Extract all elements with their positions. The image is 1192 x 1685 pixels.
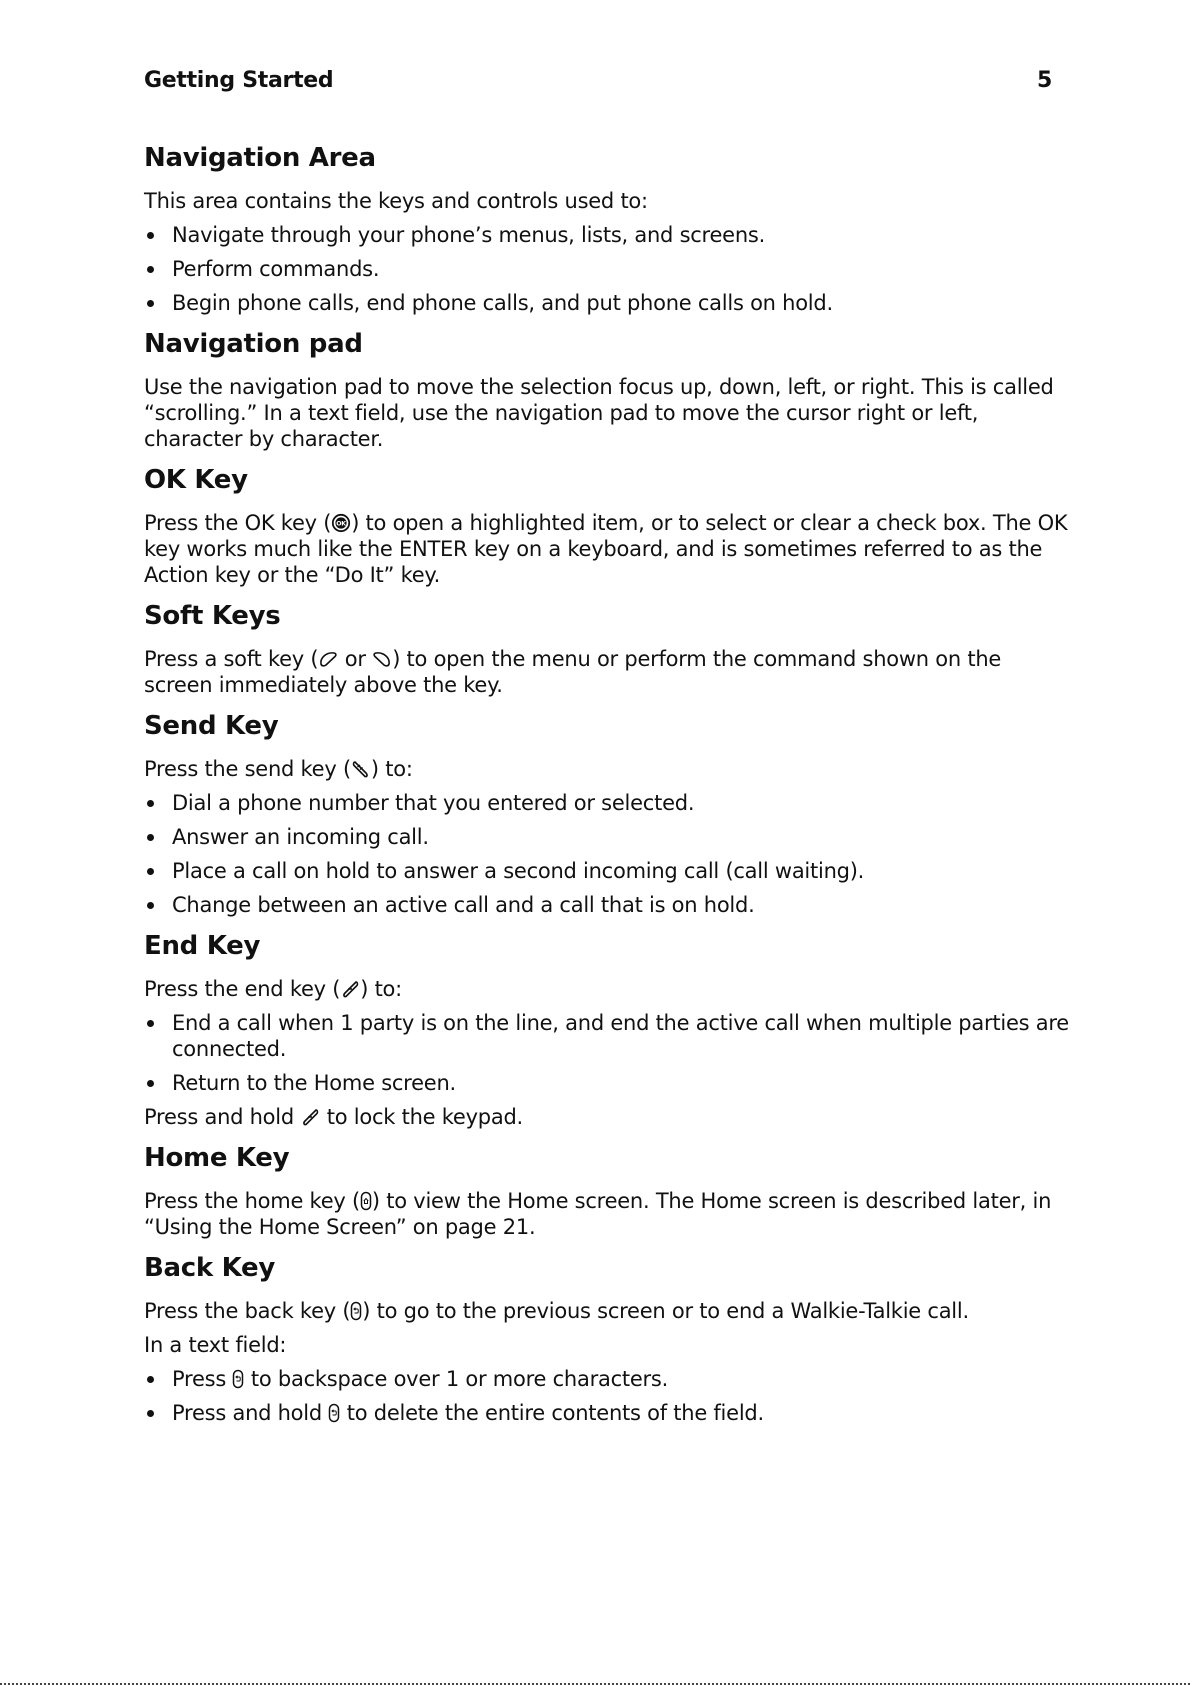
back-key-icon: [232, 1369, 244, 1389]
text-run: Press the send key (: [144, 757, 351, 781]
text-run: to backspace over 1 or more characters.: [244, 1367, 669, 1391]
section-navigation-pad: [144, 326, 1074, 452]
list-item: Return to the Home screen.: [144, 1070, 1074, 1096]
chapter-title: Getting Started: [144, 68, 334, 93]
bullet-list: [144, 1366, 1074, 1426]
list-item: Navigate through your phone’s menus, lists, and screens.: [144, 222, 1074, 248]
list-item: [144, 1400, 1074, 1426]
right-soft-key-icon: [372, 649, 392, 669]
list-item: Begin phone calls, end phone calls, and put phone calls on hold.: [144, 290, 1074, 316]
section-body: [144, 646, 1074, 698]
section-title: Home Key: [144, 1143, 290, 1173]
ok-key-icon: [331, 513, 351, 533]
bullet-list: [144, 790, 1074, 918]
section-back-key: [144, 1250, 1074, 1426]
text-field-intro: In a text field:: [144, 1333, 287, 1357]
section-intro: [144, 756, 1074, 782]
text-run: ) to:: [360, 977, 402, 1001]
section-body: Use the navigation pad to move the selection focus up, down, left, or right. This is called “scrolling.” In a text field, use the navigation pad to move the cursor right or left, character by character.: [144, 375, 1054, 451]
section-intro: This area contains the keys and controls used to:: [144, 189, 648, 213]
text-run: Press and hold: [172, 1401, 329, 1425]
section-title: OK Key: [144, 465, 248, 495]
text-run: Press the OK key (: [144, 511, 332, 535]
section-title: Soft Keys: [144, 601, 281, 631]
section-title: Navigation pad: [144, 329, 363, 359]
section-title: Send Key: [144, 711, 279, 741]
running-header: [144, 68, 1052, 98]
text-run: Press the back key (: [144, 1299, 351, 1323]
text-run: Press and hold: [144, 1105, 301, 1129]
end-key-icon: [340, 979, 360, 999]
section-title: Navigation Area: [144, 143, 376, 173]
page-number: 5: [1036, 68, 1052, 93]
text-run: ) to open the menu or perform the command shown on the screen immediately above the key.: [144, 647, 1002, 697]
list-item: [144, 1366, 1074, 1392]
bullet-list: [144, 1010, 1074, 1096]
page-body: [144, 140, 1074, 1436]
text-run: ) to view the Home screen. The Home screen is described later, in “Using the Home Screen” on page 21.: [144, 1189, 1052, 1239]
section-ok-key: [144, 462, 1074, 588]
text-run: ) to open a highlighted item, or to select or clear a check box. The OK key works much like the ENTER key on a keyboard, and is sometimes referred to as the Action key or the “Do It” key.: [144, 511, 1068, 587]
bullet-list: [144, 222, 1074, 316]
section-navigation-area: [144, 140, 1074, 316]
send-key-icon: [351, 759, 371, 779]
list-item: Change between an active call and a call that is on hold.: [144, 892, 1074, 918]
section-soft-keys: [144, 598, 1074, 698]
list-item: Dial a phone number that you entered or selected.: [144, 790, 1074, 816]
svg-text:OK: OK: [336, 520, 346, 528]
end-key-icon: [300, 1107, 320, 1127]
section-send-key: [144, 708, 1074, 918]
text-run: to delete the entire contents of the field.: [340, 1401, 764, 1425]
list-item: Answer an incoming call.: [144, 824, 1074, 850]
text-run: or: [338, 647, 373, 671]
list-item: End a call when 1 party is on the line, and end the active call when multiple parties are connected.: [144, 1010, 1074, 1062]
section-body: [144, 510, 1074, 588]
section-body: [144, 1298, 1074, 1324]
home-key-icon: [360, 1191, 372, 1211]
back-key-icon: [350, 1301, 362, 1321]
section-body: [144, 1104, 1074, 1130]
text-run: ) to go to the previous screen or to end a Walkie-Talkie call.: [362, 1299, 969, 1323]
section-home-key: [144, 1140, 1074, 1240]
text-run: Press the end key (: [144, 977, 341, 1001]
section-body: [144, 1188, 1074, 1240]
list-item: Place a call on hold to answer a second incoming call (call waiting).: [144, 858, 1074, 884]
left-soft-key-icon: [318, 649, 338, 669]
section-title: End Key: [144, 931, 261, 961]
section-title: Back Key: [144, 1253, 275, 1283]
text-run: to lock the keypad.: [320, 1105, 523, 1129]
text-run: Press a soft key (: [144, 647, 319, 671]
list-item: Perform commands.: [144, 256, 1074, 282]
text-run: ) to:: [370, 757, 413, 781]
section-end-key: [144, 928, 1074, 1130]
text-run: Press the home key (: [144, 1189, 360, 1213]
back-key-icon: [328, 1403, 340, 1423]
text-run: Press: [172, 1367, 233, 1391]
section-intro: [144, 976, 1074, 1002]
